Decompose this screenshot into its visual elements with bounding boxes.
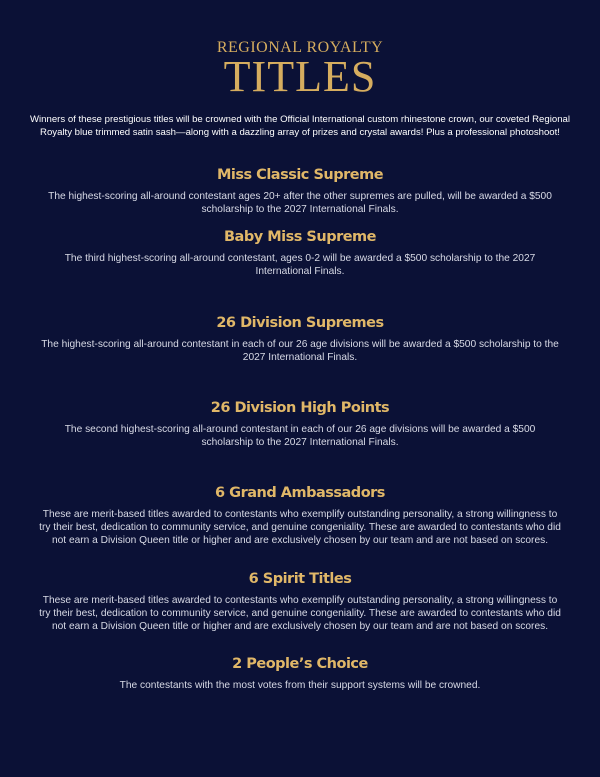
- section-peoples-choice: [0, 655, 600, 692]
- section-body: The second highest-scoring all-around contestant in each of our 26 age divisions will be awarded a $500 scholarship to the 2027 International Finals.: [64, 424, 536, 448]
- section-body: The third highest-scoring all-around contestant, ages 0-2 will be awarded a $500 scholarship to the 2027 International Finals.: [64, 253, 536, 277]
- intro-text: Winners of these prestigious titles will be crowned with the Official International custom rhinestone crown, our coveted Regional Royalty blue trimmed satin sash—along with a dazzling array of prizes and crystal awards! Plus a professional photoshoot!: [29, 114, 570, 138]
- section-body: These are merit-based titles awarded to contestants who exemplify outstanding personality, a strong willingness to try their best, dedication to community service, and genuine congeniality. These are awarded to contestants who did not earn a Division Queen title or higher and are exclusively chosen by our team and are not based on scores.: [39, 595, 561, 632]
- section-heading: Baby Miss Supreme: [224, 229, 376, 245]
- section-body: The contestants with the most votes from their support systems will be crowned.: [119, 680, 481, 691]
- section-baby-miss-supreme: [0, 228, 600, 278]
- supertitle: REGIONAL ROYALTY: [216, 39, 384, 56]
- section-heading: 6 Grand Ambassadors: [215, 485, 385, 501]
- section-spirit-titles: [0, 570, 600, 633]
- section-division-high-points: [0, 399, 600, 449]
- section-heading: 2 People’s Choice: [232, 656, 368, 672]
- section-division-supremes: [0, 314, 600, 364]
- section-heading: 26 Division High Points: [210, 400, 390, 416]
- section-heading: 6 Spirit Titles: [248, 571, 352, 587]
- section-grand-ambassadors: [0, 484, 600, 547]
- section-body: These are merit-based titles awarded to contestants who exemplify outstanding personality, a strong willingness to try their best, dedication to community service, and genuine congeniality. These are awarded to contestants who did not earn a Division Queen title or higher and are exclusively chosen by our team and are not based on scores.: [39, 509, 561, 546]
- section-heading: 26 Division Supremes: [216, 315, 384, 331]
- section-miss-classic-supreme: [0, 166, 600, 216]
- section-heading: Miss Classic Supreme: [216, 167, 384, 183]
- page-title: TITLES: [223, 52, 377, 101]
- section-body: The highest-scoring all-around contestant ages 20+ after the other supremes are pulled, will be awarded a $500 scholarship to the 2027 International Finals.: [48, 191, 552, 215]
- section-body: The highest-scoring all-around contestant in each of our 26 age divisions will be awarded a $500 scholarship to the 2027 International Finals.: [41, 339, 559, 363]
